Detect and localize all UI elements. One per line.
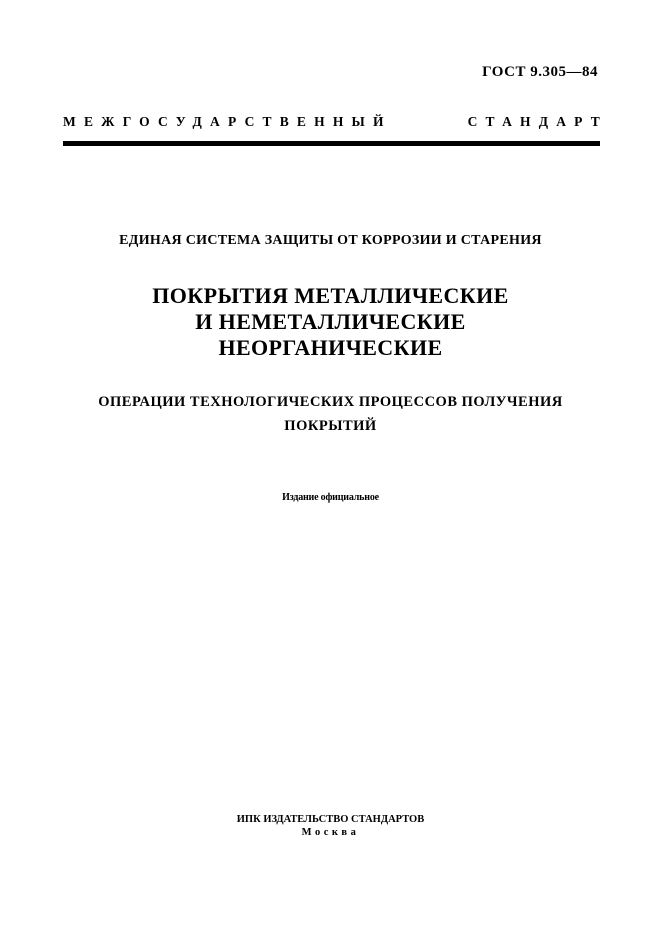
standard-type-right: СТАНДАРТ [467, 114, 608, 129]
main-title-line-2: И НЕМЕТАЛЛИЧЕСКИЕ [195, 309, 466, 334]
publisher-block [40, 813, 621, 839]
main-title-line-1: ПОКРЫТИЯ МЕТАЛЛИЧЕСКИЕ [152, 283, 509, 308]
series-title: ЕДИНАЯ СИСТЕМА ЗАЩИТЫ ОТ КОРРОЗИИ И СТАРЕНИЯ [119, 233, 542, 248]
edition-note: Издание официальное [282, 492, 379, 503]
subtitle-line-2: ПОКРЫТИЙ [284, 418, 377, 434]
main-title [40, 283, 621, 361]
header-divider [63, 141, 600, 146]
gost-number: ГОСТ 9.305—84 [482, 64, 598, 80]
subtitle [40, 390, 621, 438]
publisher-name: ИПК ИЗДАТЕЛЬСТВО СТАНДАРТОВ [236, 814, 425, 825]
standard-type-heading [63, 114, 608, 130]
standard-type-left: МЕЖГОСУДАРСТВЕННЫЙ [63, 114, 392, 129]
publisher-city: Москва [301, 827, 360, 838]
subtitle-line-1: ОПЕРАЦИИ ТЕХНОЛОГИЧЕСКИХ ПРОЦЕССОВ ПОЛУЧЕНИЯ [98, 394, 563, 410]
main-title-line-3: НЕОРГАНИЧЕСКИЕ [218, 335, 443, 360]
